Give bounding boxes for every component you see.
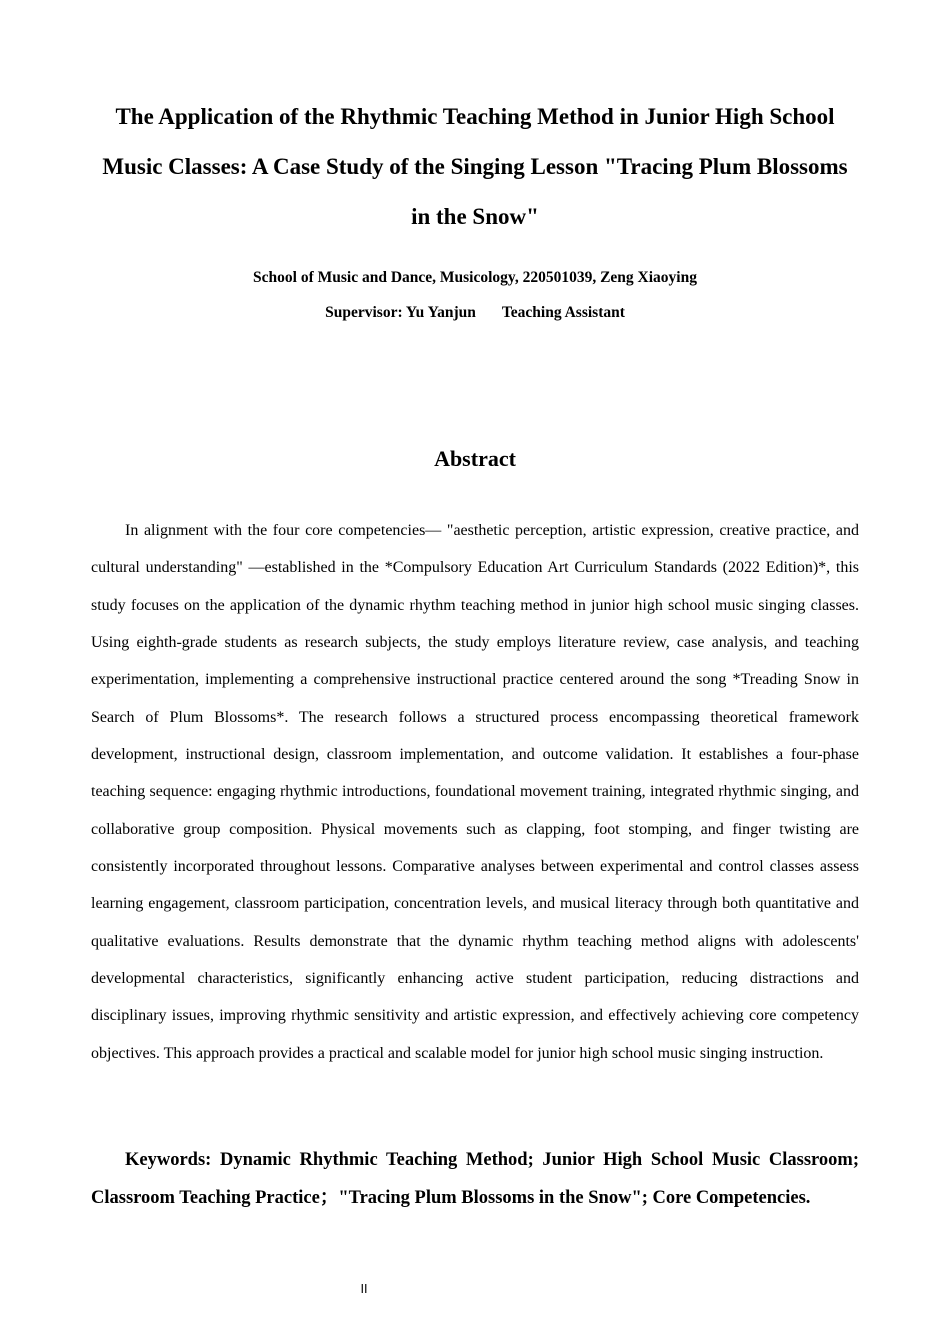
abstract-body: In alignment with the four core competencies— "aesthetic perception, artistic expression, creative practice, and cultural understanding" —established in the *Compulsory Education Art Curriculum Standards (2022 Edition)*, this study focuses on the application of the dynamic rhythm teaching method in junior high school music singing classes. Using eighth-grade students as research subjects, the study employs literature review, case analysis, and teaching experimentation, implementing a comprehensive instructional practice centered around the song *Treading Snow in Search of Plum Blossoms*. The research follows a structured process encompassing theoretical framework development, instructional design, classroom implementation, and outcome validation. It establishes a four-phase teaching sequence: engaging rhythmic introductions, foundational movement training, integrated rhythmic singing, and collaborative group composition. Physical movements such as clapping, foot stomping, and finger twisting are consistently incorporated throughout lessons. Comparative analyses between experimental and control classes assess learning engagement, classroom participation, concentration levels, and musical literacy through both quantitative and qualitative evaluations. Results demonstrate that the dynamic rhythm teaching method aligns with adolescents' developmental characteristics, significantly enhancing active student participation, reducing distractions and disciplinary issues, improving rhythmic sensitivity and artistic expression, and effectively achieving core competency objectives. This approach provides a practical and scalable model for junior high school music singing instruction.	[91, 522, 859, 1062]
keywords: Keywords: Dynamic Rhythmic Teaching Method; Junior High School Music Classroom; Classroom Teaching Practice；"Tracing Plum Blossoms in the Snow"; Core Competencies.	[91, 1150, 859, 1208]
supervisor-line	[95, 303, 855, 323]
supervisor-name: Supervisor: Yu Yanjun	[325, 304, 476, 321]
supervisor-title: Teaching Assistant	[501, 304, 625, 321]
abstract-heading: Abstract	[434, 446, 516, 471]
author-affiliation: School of Music and Dance, Musicology, 220501039, Zeng Xiaoying	[253, 269, 697, 286]
page-number: II	[360, 1282, 368, 1296]
paper-title: The Application of the Rhythmic Teaching Method in Junior High School Music Classes: A Case Study of the Singing Lesson "Tracing Plum Blossoms in the Snow"	[102, 104, 848, 229]
